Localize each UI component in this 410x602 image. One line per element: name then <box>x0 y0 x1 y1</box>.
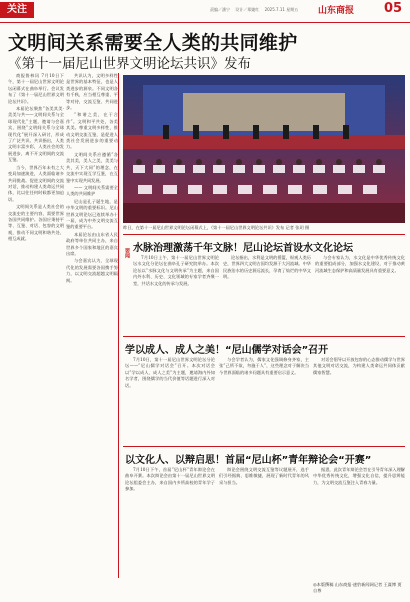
section-2-col-2 <box>219 357 309 443</box>
section-2-col-1 <box>125 357 215 443</box>
section-title-confucian-dialogue: 学以成人、成人之美！“尼山儒学对话会”召开 <box>125 345 329 356</box>
page-header <box>0 0 410 23</box>
section-title-youth-debate: 以文化人、以辩启思！首届“尼山杯”青年辩论会“开赛” <box>125 455 372 466</box>
paragraph: 本届论坛聚焦“各美其美·美美与共——文明间关系与全球现代化”主题，邀请与会嘉宾，围绕“文明间关系与全球现代化”展开深入研讨，形成了广泛共识。共识指出，人类文明丰富多彩，人类社会的发展进步，离不开文明间的交流互鉴。 <box>8 106 64 163</box>
paragraph: 文明间关系是人类社会的交流史的主要内容，需要世界各国共同维护。各国应秉持平等、互鉴、对话、包容的文明观，推动不同文明和谐共处、相互成就。 <box>8 204 64 242</box>
main-headline: 文明间关系需要全人类的共同维护 <box>8 32 298 54</box>
section-side-label: 要闻 <box>124 248 130 258</box>
paragraph: 论坛指出，水利是文明的摇篮，纵观人类历史，世界四大文明古国均发源于大河流域。中华民族治水的历史源远流长，孕育了灿烂的中华文明。 <box>223 255 311 280</box>
designer-credit: 设计／郑婕红 <box>235 7 260 12</box>
section-3-col-2 <box>219 467 309 577</box>
section-2-col-3 <box>313 357 405 443</box>
main-subheadline: 《第十一届尼山世界文明论坛共识》发布 <box>8 56 251 72</box>
section-1-col-1 <box>133 255 219 333</box>
section-rule <box>123 336 405 337</box>
section-3-col-3 <box>313 467 405 572</box>
footer-credit: ◎本版撰稿 山东商报·速豹新闻网记者 王谋博 贾自尊 <box>313 582 402 593</box>
page-number: 05 <box>384 1 403 16</box>
paragraph: —— 文明间关系需要全人类的共同维护 <box>66 184 118 197</box>
section-rule <box>123 234 405 235</box>
paragraph: 与会学者认为，儒家文化强调修身齐家，主张“己所不欲，勿施于人”，这些理念对于解决当今世界面临的诸多问题具有重要启示意义。 <box>219 357 309 375</box>
paragraph: 据悉，此次青年辩论会旨在引导青年深入理解中华优秀传统文化，增强文化自信，提升思辨能力，为文明交流互鉴注入青春力量。 <box>313 467 405 485</box>
section-title-water-culture: 水脉治理激荡千年文脉！尼山论坛首设水文化论坛 <box>133 243 353 254</box>
paragraph: 商报鲁林讯 7月10日下午，第十一届尼山世界文明论坛闭幕式在曲阜举行。会议发布了《第十一届尼山世界文明论坛共识》。 <box>8 73 64 104</box>
paragraph: 对话会倡导以开放包容的心态推动儒学与世界其他文明对话交流，为构建人类命运共同体贡献儒家智慧。 <box>313 357 405 375</box>
section-1-col-2 <box>223 255 311 333</box>
editor-credit: 责编／潘宁 <box>210 7 230 12</box>
column-divider <box>118 73 119 578</box>
section-rule <box>123 446 405 447</box>
paragraph: 辩论会围绕文明交流互鉴等议题展开，选手们引经据典、思维敏捷，展现了新时代青年的风采与担当。 <box>219 467 309 485</box>
lead-article-col-1 <box>8 73 64 578</box>
paragraph: 本届论坛由山东省人民政府等单位共同主办，来自世界多个国家和地区的嘉宾出席。 <box>66 231 118 256</box>
photo-caption: 昨日，在第十一届尼山世界文明论坛闭幕式上，《第十一届尼山世界文明论坛共识》发布 记者 张玥 摄 <box>123 225 310 230</box>
paragraph: 文明间关系应遵循“各美其美，美人之美，美美与共，天下大同”的理念，在交流中实现互学互鉴，在互鉴中实现共同发展。 <box>66 151 118 183</box>
paragraph: 当今，世界百年未有之大变局加速演进，人类面临诸多共同挑战。促进文明间的交流对话，推动构建人类命运共同体，比以往任何时候都更加迫切。 <box>8 164 64 202</box>
issue-date: 2025.7.11 星期五 <box>264 7 299 12</box>
section-tag: 关注 <box>0 2 34 18</box>
section-1-col-3 <box>315 255 405 333</box>
paragraph: 7月10日上午，第十一届尼山世界文明论坛水文化分论坛在曲阜孔子研究院举办。本次论坛以“水脉文化与文明传承”为主题，来自国内外水利、历史、文化领域的专家学者齐聚一堂，共话水文化的传承与发展。 <box>133 255 219 286</box>
lead-article-col-2 <box>66 73 118 578</box>
paragraph: 7月10日，第十一届尼山世界文明论坛分论坛——“尼山儒学对话会”召开。本次对话会以“学以成人、成人之美”为主题，邀请海内外知名学者，围绕儒学的当代价值等话题进行深入对话。 <box>125 357 215 388</box>
section-3-col-1 <box>125 467 215 577</box>
header-meta <box>210 7 302 13</box>
paragraph: 尼山是孔子诞生地，是中华文明的重要标识。尼山世界文明论坛已连续举办十一届，成为中外文明交流互鉴的重要平台。 <box>66 198 118 230</box>
paragraph: 7月10日下午，首届“尼山杯”青年辩论会在曲阜开赛。本次辩论会由第十一届尼山世界文明论坛组委会主办，来自国内多所高校的青年学子参加。 <box>125 467 215 492</box>
paragraph: “和谐之美，在于合作”。文明和平共处，各美其美。尊重文明多样性，推动文明交流互鉴，是促进人类社会发展进步的重要动力。 <box>66 112 118 150</box>
paragraph: 与会专家认为，水文化是中华优秀传统文化的重要组成部分，加强水文化建设，对于推动黄河流域生态保护和高质量发展具有重要意义。 <box>315 255 405 273</box>
paragraph: 与会嘉宾认为，全球现代化的发展需要各国携手努力，以文明交流超越文明隔阂。 <box>66 258 118 283</box>
paragraph: 共识认为，文明多样性是世界的基本特征，也是人类进步的源泉。不同文明各有千秋，应当相互尊重、平等对待，交流互鉴、共同进步。 <box>66 73 118 111</box>
forum-photo <box>123 75 405 223</box>
paper-name: 山东商报 <box>318 6 355 16</box>
